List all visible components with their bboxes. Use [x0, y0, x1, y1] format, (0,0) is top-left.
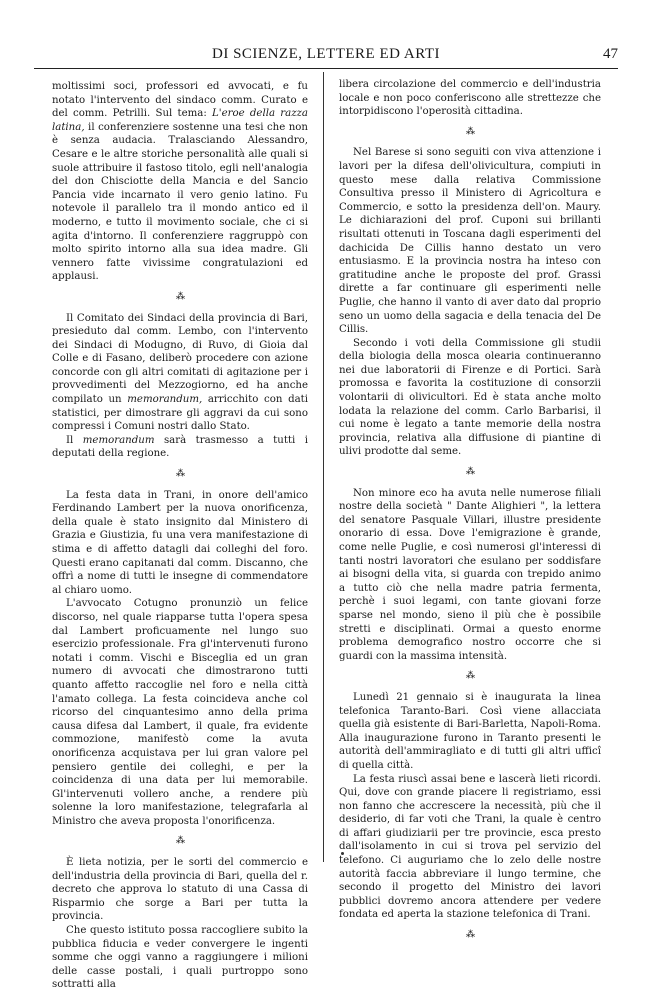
paragraph: libera circolazione del commercio e dell'industria locale e non poco conferiscono alle strettezze che intorpidiscono l'operosità cittadina.: [339, 79, 601, 118]
column-divider: [323, 72, 324, 862]
paragraph: Lunedì 21 gennaio si è inaugurata la linea telefonica Taranto-Bari. Così viene allacciata quella già esistente di Bari-Barletta, Napoli-Roma. Alla inaugurazione furono in Taranto presenti le autorità dell'ammiragliato e di tutti gli altri ufficî di quella città.: [339, 691, 601, 771]
page-header: [34, 46, 618, 68]
section-separator: ⁂: [176, 836, 184, 847]
running-title: DI SCIENZE, LETTERE ED ARTI: [212, 46, 440, 62]
paragraph: Secondo i voti della Commissione gli studii della biologia della mosca olearia continueranno nei due laboratorii di Firenze e di Portici. Sarà promossa e favorita la costituzione di consorzii volontarii di olivicultori. Ed è stata anche molto lodata la relazione del comm. Carlo Barbarisi, il cui nome è legato a tante memorie della nostra provincia, relativa alla diffusione di piantine di ulivi prodotte dal seme.: [339, 337, 601, 458]
page-number: 47: [603, 46, 618, 62]
paragraph: Non minore eco ha avuta nelle numerose filiali nostre della società " Dante Alighieri ", la lettera del senatore Pasquale Villari, illustre presidente onorario di essa. Dove l'emigrazione è grande, come nelle Puglie, e così numerosi gl'interessi di tanti nostri lavoratori che esulano per soddisfare ai bisogni della vita, si guarda con trepido animo a tutto ciò che nella madre patria fermenta, perchè i suoi legami, con tante giovani forze sparse nel mondo, sieno il più che è possibile stretti e disciplinati. Ormai a questo enorme problema demografico nostro occorre che si guardi con la massima intensità.: [339, 487, 601, 662]
left-column: [52, 80, 308, 992]
section-separator: ⁂: [466, 467, 474, 478]
section-separator: ⁂: [466, 126, 474, 137]
paragraph: L'avvocato Cotugno pronunziò un felice discorso, nel quale riapparse tutta l'opera spesa dal Lambert proficuamente nel lungo suo esercizio professionale. Fra gl'intervenuti furono notati i comm. Vischi e Bisceglia ed un gran numero di avvocati che dimostrarono tutti quanto affetto raccoglie nel foro e nella città l'amato collega. La festa coincideva anche col ricorso del cinquantesimo anno della prima causa difesa dal Lambert, il quale, fra evidente commozione, manifestò come la avuta onorificenza acquistava per lui gran valore pel pensiero gentile dei colleghi, e per la coincidenza di una data per lui memorabile. Gl'intervenuti vollero anche, a rendere più solenne la loro manifestazione, telegrafarla al Ministro che aveva proposta l'onorificenza.: [52, 598, 308, 827]
header-rule: [34, 68, 618, 69]
right-column: [339, 78, 601, 950]
paragraph: La festa data in Trani, in onore dell'amico Ferdinando Lambert per la nuova onorificenza, della quale è stato insignito dal Ministero di Grazia e Giustizia, fu una vera manifestazione di stima e di affetto datagli dai colleghi del foro. Questi erano capitanati dal comm. Discanno, che offrì a nome di tutti le insegne di commendatore al chiaro uomo.: [52, 489, 308, 596]
paragraph: moltissimi soci, professori ed avvocati, e fu notato l'intervento del sindaco comm. Curato e del comm. Petrilli. Sul tema: L'eroe della razza latina, il conferenziere sostenne una tesi che non è senza audacia. Tralasciando Alessandro, Cesare e le altre storiche personalità alle quali si suole attribuire il fastoso titolo, egli nell'analogia del don Chisciotte della Mancia e del Sancio Pancia vide incarnato il vero genio latino. Fu notevole il parallelo tra il mondo antico ed il moderno, e tutto il movimento sociale, che ci si agita d'intorno. Il conferenziere raggruppò con molto spirito intorno alla sua idea madre. Gli vennero fatte vivissime congratulazioni ed applausi.: [52, 81, 308, 283]
print-speck: [341, 852, 344, 855]
section-separator: ⁂: [176, 291, 184, 302]
paragraph: Il memorandum sarà trasmesso a tutti i deputati della regione.: [52, 434, 308, 460]
section-separator: ⁂: [466, 930, 474, 941]
paragraph: Nel Barese si sono seguiti con viva attenzione i lavori per la difesa dell'olivicultura, compiuti in questo mese dalla relativa Commissione Consultiva presso il Ministero di Agricoltura e Commercio, e sotto la presidenza dell'on. Maury. Le dichiarazioni del prof. Cuponi sui brillanti risultati ottenuti in Toscana dagli esperimenti del dachicida De Cillis hanno destato un vero entusiasmo. E la provincia nostra ha inteso con gratitudine anche le proposte del prof. Grassi dirette a far continuare gli esperimenti nelle Puglie, che hanno il vanto di aver dato dal proprio seno un uomo della sagacia e della tenacia del De Cillis.: [339, 147, 601, 336]
section-separator: ⁂: [176, 469, 184, 480]
paragraph: La festa riuscì assai bene e lascerà lieti ricordi. Qui, dove con grande piacere li registriamo, essi non fanno che accrescere la necessità, più che il desiderio, di far voti che Trani, la quale è centro di affari giudiziarii per tre provincie, esca presto dall'isolamento in cui si trova pel servizio del telefono. Ci auguriamo che lo zelo delle nostre autorità faccia abbreviare il lungo termine, che secondo il progetto del Ministro dei lavori pubblici dovremo ancora attendere per vedere fondata ed aperta la stazione telefonica di Trani.: [339, 773, 601, 921]
paragraph: Il Comitato dei Sindaci della provincia di Bari, presieduto dal comm. Lembo, con l'intervento dei Sindaci di Modugno, di Ruvo, di Gioia dal Colle e di Fasano, deliberò procedere con azione concorde con gli altri comitati di agitazione per i provvedimenti del Mezzogiorno, ed ha anche compilato un memorandum, arricchito con dati statistici, per dimostrare gli aggravi da cui sono compressi i Comuni nostri dallo Stato.: [52, 312, 309, 433]
paragraph: È lieta notizia, per le sorti del commercio e dell'industria della provincia di Bari, quella del r. decreto che approva lo statuto di una Cassa di Risparmio che sorge a Bari per tutta la provincia.: [52, 857, 308, 923]
paragraph: Che questo istituto possa raccogliere subito la pubblica fiducia e veder convergere le ingenti somme che oggi vanno a raggiungere i milioni delle casse postali, i quali purtroppo sono sottratti alla: [52, 925, 308, 991]
section-separator: ⁂: [466, 671, 474, 682]
